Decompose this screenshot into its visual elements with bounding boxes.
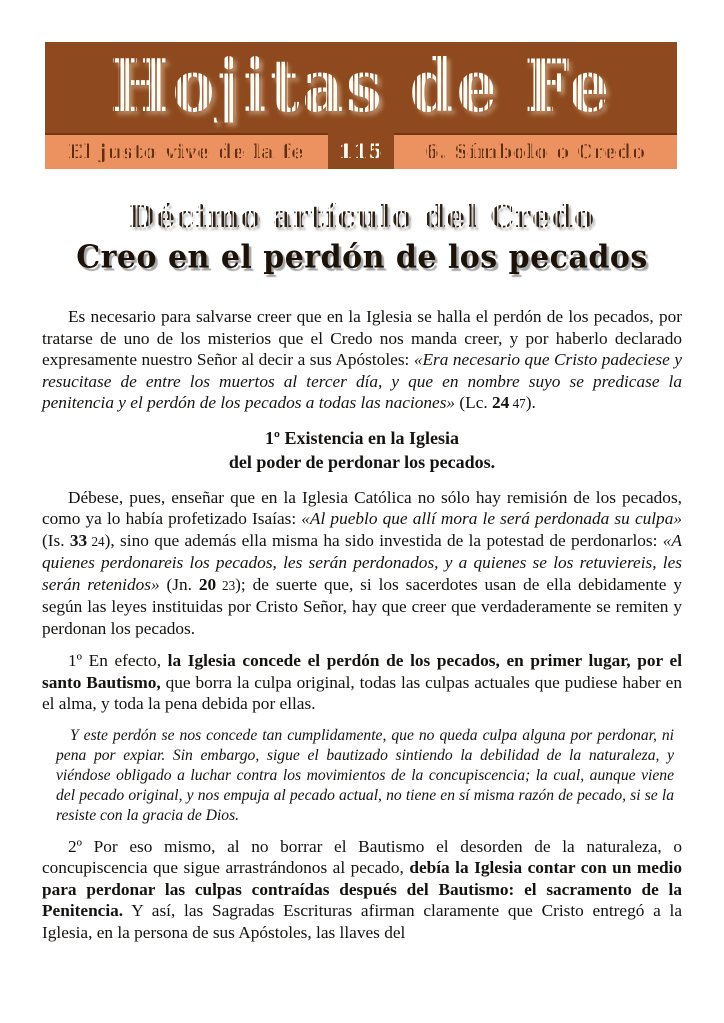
- text-run: ).: [525, 393, 536, 412]
- article-title-line2: Creo en el perdón de los pecados: [76, 239, 648, 276]
- text-run: «Al pueblo que allí mora le será perdonada su culpa»: [301, 509, 682, 528]
- body-paragraph: [42, 306, 682, 415]
- section-heading: 1º Existencia en la Iglesia del poder de perdonar los pecados.: [228, 427, 496, 472]
- text-run: «Era necesario que Cristo padeciese y resucitase de entre los muertos al tercer día, y que en nombre suyo se predicase la penitencia y el perdón de los pecados a todas las naciones»: [42, 350, 682, 412]
- publication-logo: Hojitas de Fe: [109, 43, 613, 129]
- text-run: la Iglesia concede el perdón de los pecados, en primer lugar, por el santo Bautismo,: [42, 651, 682, 692]
- article-body: [42, 306, 682, 954]
- subbar-right-segment: [394, 135, 677, 169]
- text-run: 47: [509, 396, 526, 411]
- text-run: (Is.: [42, 530, 70, 550]
- tagline: El justo vive de la fe: [68, 141, 305, 163]
- text-run: Débese, pues, enseñar que en la Iglesia Católica no sólo hay remisión de los pecados, como ya lo había profetizado Isaías:: [42, 487, 682, 528]
- text-run: debía la Iglesia contar con un medio para perdonar las culpas contraídas después del Bautismo: el sacramento de la Penitencia.: [42, 858, 682, 920]
- section-label: 6. Símbolo o Credo: [425, 141, 646, 163]
- body-paragraph: [42, 836, 682, 944]
- subbar-left-segment: [45, 135, 328, 169]
- text-run: Y así, las Sagradas Escrituras afirman claramente que Cristo entregó a la Iglesia, en la persona de sus Apóstoles, las llaves del: [42, 901, 682, 942]
- body-paragraph: [42, 487, 682, 640]
- issue-number: 115: [338, 139, 384, 163]
- text-run: 20: [198, 574, 217, 594]
- text-run: ), sino que además ella misma ha sido investida de la potestad de perdonarlos:: [104, 530, 663, 550]
- masthead-band: [45, 42, 677, 133]
- text-run: 2º Por eso mismo, al no borrar el Bautismo el desorden de la naturaleza, o concupiscencia que sigue arrastrándonos al pecado,: [42, 836, 682, 877]
- text-run: 24: [87, 533, 105, 549]
- text-run: «A quienes perdonareis los pecados, les serán perdonados, y a quienes se los retuviereis, les serán retenidos»: [42, 530, 682, 594]
- text-run: que borra la culpa original, todas las culpas actuales que pudiese haber en el alma, y toda la pena debida por ellas.: [42, 672, 682, 713]
- text-run: (Jn.: [159, 574, 199, 594]
- article-title-row: [0, 198, 724, 238]
- text-run: ); de suerte que, si los sacerdotes usan de ella debidamente y según las leyes instituidas por Cristo Señor, hay que creer que verdaderamente se remiten y perdonan los pecados.: [42, 574, 682, 638]
- commentary-paragraph: [56, 726, 674, 826]
- masthead-subbar: [45, 133, 677, 169]
- article-title-line1: Décimo artículo del Credo: [129, 198, 595, 238]
- text-run: 1º En efecto,: [68, 651, 168, 670]
- text-run: Y este perdón se nos concede tan cumplidamente, que no queda culpa alguna por perdonar, ni pena por expiar. Sin embargo, sigue el bautizado sintiendo la debilidad de la naturaleza, y viéndose obligado a luchar contra los movimientos de la concupiscencia; la cual, aunque viene del pecado original, y nos empuja al pecado actual, no tiene en sí misma razón de pecado, si se la resiste con la gracia de Dios.: [56, 726, 674, 824]
- body-paragraph: [42, 650, 682, 715]
- masthead: [45, 42, 677, 169]
- text-run: (Lc.: [455, 393, 493, 412]
- text-run: Es necesario para salvarse creer que en la Iglesia se halla el perdón de los pecados, por tratarse de uno de los misterios que el Credo nos manda creer, y por haberlo declarado expresamente nuestro Señor al decir a sus Apóstoles:: [42, 307, 682, 369]
- article-title-block: [0, 198, 724, 278]
- issue-number-box: [328, 133, 394, 169]
- text-run: 24: [492, 393, 510, 412]
- text-run: 23: [216, 577, 236, 593]
- text-run: 33: [69, 530, 88, 550]
